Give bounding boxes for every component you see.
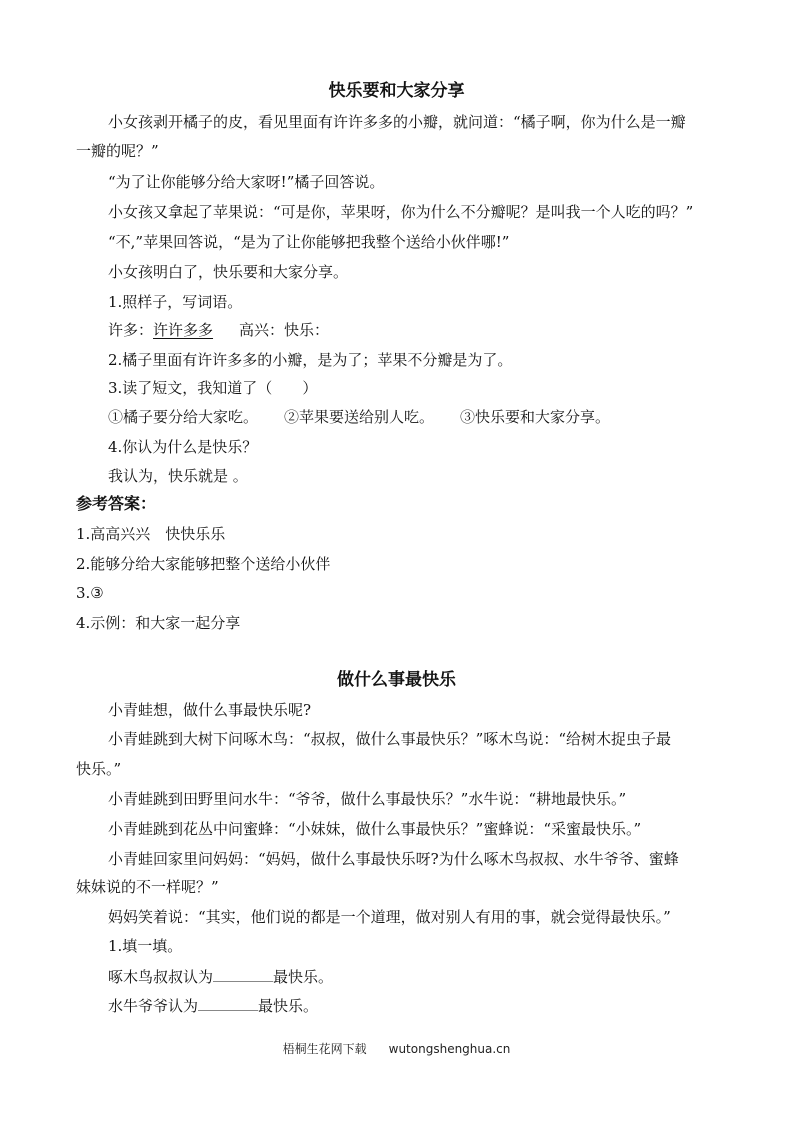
question-2: 2.橘子里面有许许多多的小瓣，是为了；苹果不分瓣是为了。: [108, 351, 513, 369]
paragraph: 小青蛙回家里问妈妈：“妈妈，做什么事最快乐呀?为什么啄木鸟叔叔、水牛爷爷、蜜蜂: [108, 850, 679, 868]
paragraph: 小青蛙跳到大树下问啄木鸟：“叔叔，做什么事最快乐？”啄木鸟说：“给树木捉虫子最: [108, 730, 672, 748]
section1-title: 快乐要和大家分享: [328, 81, 465, 101]
fill-line-2: [108, 995, 318, 1016]
answer-item: 4.示例：和大家一起分享: [76, 614, 241, 632]
question-3-options: [108, 407, 610, 427]
paragraph: 小青蛙跳到花丛中问蜜蜂：“小妹妹，做什么事最快乐？”蜜蜂说：“采蜜最快乐。”: [108, 820, 642, 838]
task-word: 高兴：快乐：: [239, 321, 330, 339]
paragraph: 小青蛙跳到田野里问水牛：“爷爷，做什么事最快乐？”水牛说：“耕地最快乐。”: [108, 790, 627, 808]
option-3: ③快乐要和大家分享。: [460, 408, 611, 426]
question-1-example: [108, 320, 329, 340]
fill-suffix: 最快乐。: [258, 997, 319, 1015]
fill-prefix: 啄木鸟叔叔认为: [108, 968, 214, 986]
question-1-label: 1.照样子，写词语。: [108, 293, 243, 311]
example-answer: 许许多多: [153, 321, 214, 339]
answers-heading: 参考答案：: [76, 494, 157, 513]
paragraph: 小青蛙想，做什么事最快乐呢?: [108, 701, 312, 719]
footer: [0, 1040, 793, 1057]
answer-item: 2.能够分给大家能够把整个送给小伙伴: [76, 555, 331, 573]
paragraph: 妈妈笑着说：“其实，他们说的都是一个道理，做对别人有用的事，就会觉得最快乐。”: [108, 908, 671, 926]
fill-blank[interactable]: [213, 966, 273, 982]
fill-line-1: [108, 966, 333, 987]
paragraph: 一瓣的呢？”: [76, 142, 159, 160]
paragraph: “不,”苹果回答说，“是为了让你能够把我整个送给小伙伴哪!”: [108, 233, 510, 251]
footer-site-name: 梧桐生花网下载: [282, 1042, 367, 1056]
fill-suffix: 最快乐。: [273, 968, 334, 986]
paragraph: 小女孩又拿起了苹果说：“可是你，苹果呀，你为什么不分瓣呢？是叫我一个人吃的吗？”: [108, 203, 694, 221]
answer-item: 1.高高兴兴 快快乐乐: [76, 525, 226, 543]
question-4-label: 4.你认为什么是快乐？: [108, 438, 258, 456]
answer-item: 3.③: [76, 584, 104, 602]
section2-title: 做什么事最快乐: [337, 670, 456, 690]
paragraph: “为了让你能够分给大家呀!”橘子回答说。: [108, 173, 385, 191]
fill-blank[interactable]: [198, 995, 258, 1011]
option-1: ①橘子要分给大家吃。: [108, 408, 259, 426]
paragraph: 小女孩明白了，快乐要和大家分享。: [108, 263, 349, 281]
question-4-prompt: 我认为，快乐就是 。: [108, 467, 248, 485]
fill-question-label: 1.填一填。: [108, 937, 183, 955]
paragraph: 小女孩剥开橘子的皮，看见里面有许许多多的小瓣，就问道：“橘子啊，你为什么是一瓣: [108, 113, 686, 131]
fill-prefix: 水牛爷爷认为: [108, 997, 199, 1015]
question-3-label: 3.读了短文，我知道了（ ）: [108, 379, 318, 397]
footer-url[interactable]: wutongshenghua.cn: [388, 1042, 511, 1056]
example-word: 许多：: [108, 321, 154, 339]
option-2: ②苹果要送给别人吃。: [284, 408, 435, 426]
paragraph: 妹妹说的不一样呢？”: [76, 878, 219, 896]
paragraph: 快乐。”: [76, 760, 122, 778]
